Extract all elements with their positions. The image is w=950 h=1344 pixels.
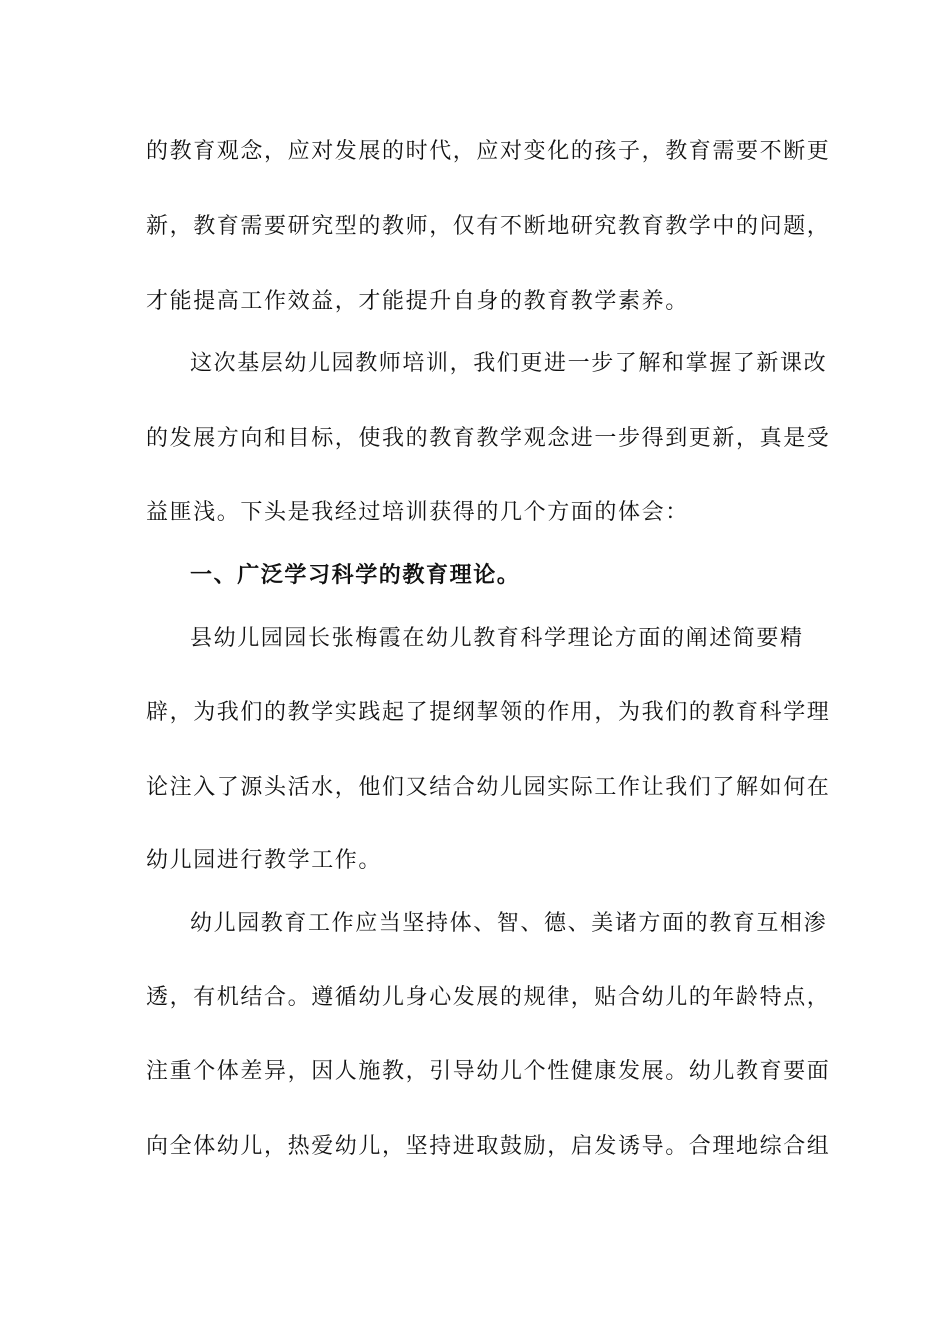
paragraph-line: 的教育观念，应对发展的时代，应对变化的孩子，教育需要不断更 [146, 139, 831, 164]
paragraph-line: 向全体幼儿，热爱幼儿，坚持进取鼓励，启发诱导。合理地综合组 [146, 1134, 831, 1159]
paragraph-line: 新，教育需要研究型的教师，仅有不断地研究教育教学中的问题， [146, 214, 831, 239]
paragraph-line: 益匪浅。下头是我经过培训获得的几个方面的体会： [146, 500, 689, 525]
paragraph-line: 这次基层幼儿园教师培训，我们更进一步了解和掌握了新课改 [190, 351, 828, 376]
paragraph-line: 幼儿园进行教学工作。 [146, 848, 383, 873]
paragraph-line: 县幼儿园园长张梅霞在幼儿教育科学理论方面的阐述简要精 [190, 626, 804, 651]
paragraph-line: 的发展方向和目标，使我的教育教学观念进一步得到更新，真是受 [146, 426, 831, 451]
paragraph-line: 辟，为我们的教学实践起了提纲挈领的作用，为我们的教育科学理 [146, 700, 831, 725]
paragraph-line: 注重个体差异，因人施教，引导幼儿个性健康发展。幼儿教育要面 [146, 1059, 831, 1084]
section-heading: 一、广泛学习科学的教育理论。 [190, 563, 521, 588]
paragraph-line: 透，有机结合。遵循幼儿身心发展的规律，贴合幼儿的年龄特点， [146, 985, 831, 1010]
paragraph-line: 才能提高工作效益，才能提升自身的教育教学素养。 [146, 289, 689, 314]
paragraph-line: 幼儿园教育工作应当坚持体、智、德、美诸方面的教育互相渗 [190, 911, 828, 936]
paragraph-line: 论注入了源头活水，他们又结合幼儿园实际工作让我们了解如何在 [146, 775, 831, 800]
